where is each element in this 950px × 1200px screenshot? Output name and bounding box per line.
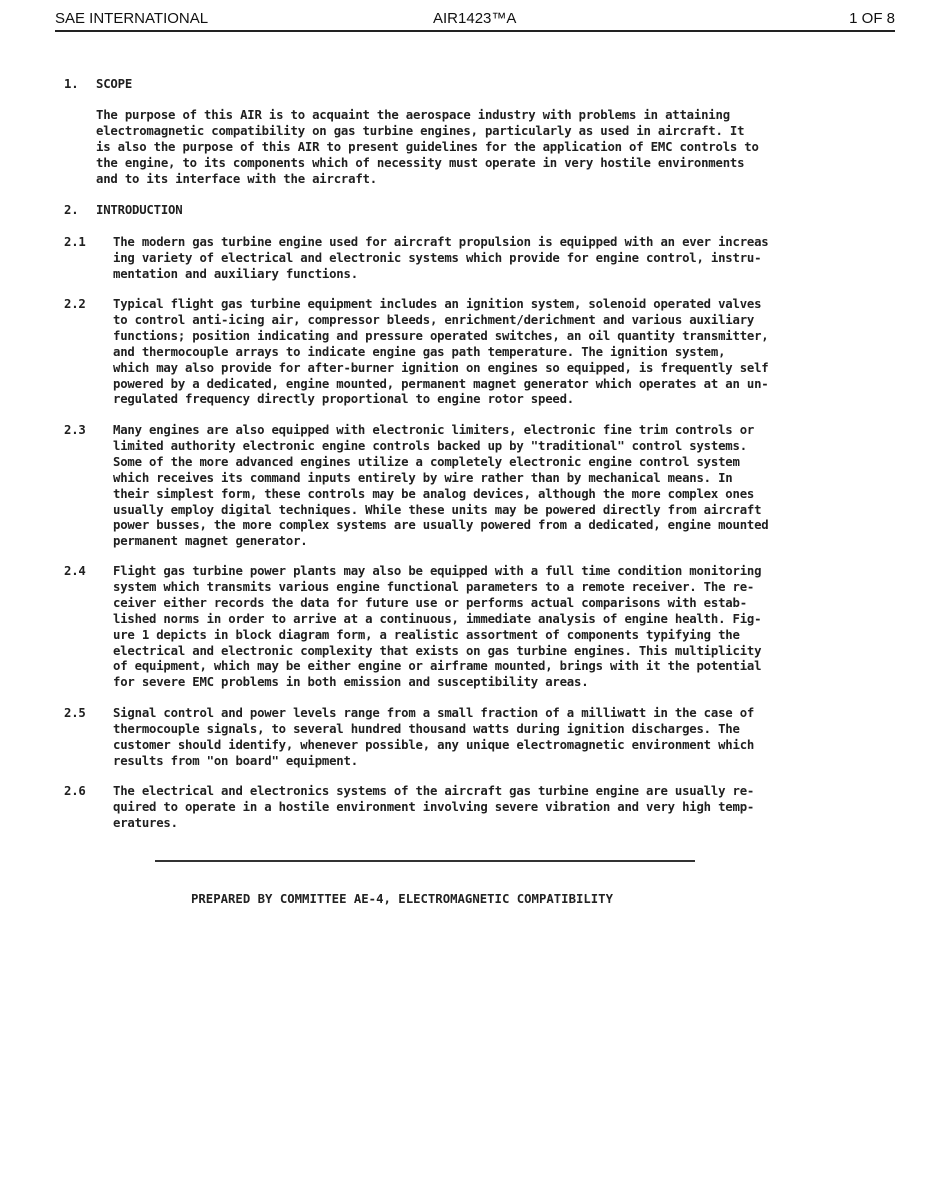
page-header — [55, 8, 895, 30]
text-line: which receives its command inputs entirely by wire rather than by mechanical means. In — [113, 470, 733, 485]
text-line: Signal control and power levels range from a small fraction of a milliwatt in the case of — [113, 706, 755, 720]
text-line: is also the purpose of this AIR to present guidelines for the application of EMC controls to — [96, 139, 759, 154]
page-number: 1 OF 8 — [849, 10, 895, 27]
paragraph-number: 2.4 — [64, 564, 86, 578]
section-number: 2. — [64, 203, 79, 217]
paragraph-number: 2.3 — [64, 423, 86, 437]
text-line: usually employ digital techniques. While these units may be powered directly from aircraft — [113, 502, 762, 517]
text-line: limited authority electronic engine controls backed up by "traditional" control systems. — [113, 438, 747, 453]
footnote-divider — [155, 860, 695, 862]
text-line: which may also provide for after-burner ignition on engines so equipped, is frequently self — [113, 360, 769, 375]
text-line: and thermocouple arrays to indicate engine gas path temperature. The ignition system, — [113, 344, 726, 359]
paragraph-2-6 — [113, 784, 843, 832]
paragraph-number: 2.2 — [64, 297, 86, 311]
text-line: system which transmits various engine functional parameters to a remote receiver. The re- — [113, 579, 755, 594]
text-line: eratures. — [113, 815, 178, 830]
paragraph-2-5 — [113, 706, 843, 770]
header-divider — [55, 30, 895, 32]
text-line: regulated frequency directly proportional to engine rotor speed. — [113, 392, 575, 407]
text-line: electromagnetic compatibility on gas turbine engines, particularly as used in aircraft. It — [96, 123, 745, 138]
paragraph-2-3 — [113, 423, 843, 550]
prepared-by-note: PREPARED BY COMMITTEE AE-4, ELECTROMAGNETIC COMPATIBILITY — [191, 892, 613, 906]
text-line: The electrical and electronics systems of the aircraft gas turbine engine are usually re- — [113, 784, 755, 798]
text-line: Typical flight gas turbine equipment includes an ignition system, solenoid operated valves — [113, 297, 762, 311]
paragraph-2-4 — [113, 564, 843, 691]
text-line: quired to operate in a hostile environment involving severe vibration and very high temp- — [113, 799, 755, 814]
text-line: permanent magnet generator. — [113, 534, 308, 549]
text-line: electrical and electronic complexity that exists on gas turbine engines. This multiplicity — [113, 643, 762, 658]
text-line: customer should identify, whenever possible, any unique electromagnetic environment which — [113, 737, 755, 752]
section-number: 1. — [64, 77, 79, 91]
text-line: mentation and auxiliary functions. — [113, 266, 358, 281]
text-line: lished norms in order to arrive at a continuous, immediate analysis of engine health. Fig- — [113, 611, 762, 626]
text-line: of equipment, which may be either engine or airframe mounted, brings with it the potential — [113, 659, 762, 674]
text-line: to control anti-icing air, compressor bleeds, enrichment/derichment and various auxiliary — [113, 312, 755, 327]
text-line: The purpose of this AIR is to acquaint the aerospace industry with problems in attaining — [96, 108, 730, 122]
text-line: ure 1 depicts in block diagram form, a realistic assortment of components typifying the — [113, 627, 740, 642]
text-line: functions; position indicating and pressure operated switches, an oil quantity transmitter, — [113, 328, 769, 343]
text-line: power busses, the more complex systems are usually powered from a dedicated, engine mounted — [113, 518, 769, 533]
text-line: Many engines are also equipped with electronic limiters, electronic fine trim controls or — [113, 423, 755, 437]
paragraph-2-1 — [113, 235, 843, 283]
text-line: results from "on board" equipment. — [113, 753, 358, 768]
paragraph-number: 2.5 — [64, 706, 86, 720]
text-line: thermocouple signals, to several hundred thousand watts during ignition discharges. The — [113, 721, 740, 736]
paragraph-2-2 — [113, 297, 843, 408]
paragraph-number: 2.1 — [64, 235, 86, 249]
text-line: ceiver either records the data for future use or performs actual comparisons with estab- — [113, 595, 747, 610]
scope-paragraph — [96, 108, 836, 188]
document-number: AIR1423™A — [433, 10, 517, 27]
paragraph-number: 2.6 — [64, 784, 86, 798]
text-line: the engine, to its components which of necessity must operate in very hostile environments — [96, 155, 745, 170]
text-line: ing variety of electrical and electronic systems which provide for engine control, instru- — [113, 250, 762, 265]
text-line: and to its interface with the aircraft. — [96, 171, 377, 186]
publisher-name: SAE INTERNATIONAL — [55, 10, 209, 27]
text-line: for severe EMC problems in both emission and susceptibility areas. — [113, 675, 589, 690]
text-line: Flight gas turbine power plants may also be equipped with a full time condition monitoring — [113, 564, 762, 578]
text-line: powered by a dedicated, engine mounted, permanent magnet generator which operates at an un- — [113, 376, 769, 391]
text-line: The modern gas turbine engine used for aircraft propulsion is equipped with an ever increas — [113, 235, 769, 249]
text-line: Some of the more advanced engines utilize a completely electronic engine control system — [113, 454, 740, 469]
text-line: their simplest form, these controls may be analog devices, although the more complex ones — [113, 486, 755, 501]
section-title-introduction: INTRODUCTION — [96, 203, 183, 217]
section-title-scope: SCOPE — [96, 77, 133, 91]
